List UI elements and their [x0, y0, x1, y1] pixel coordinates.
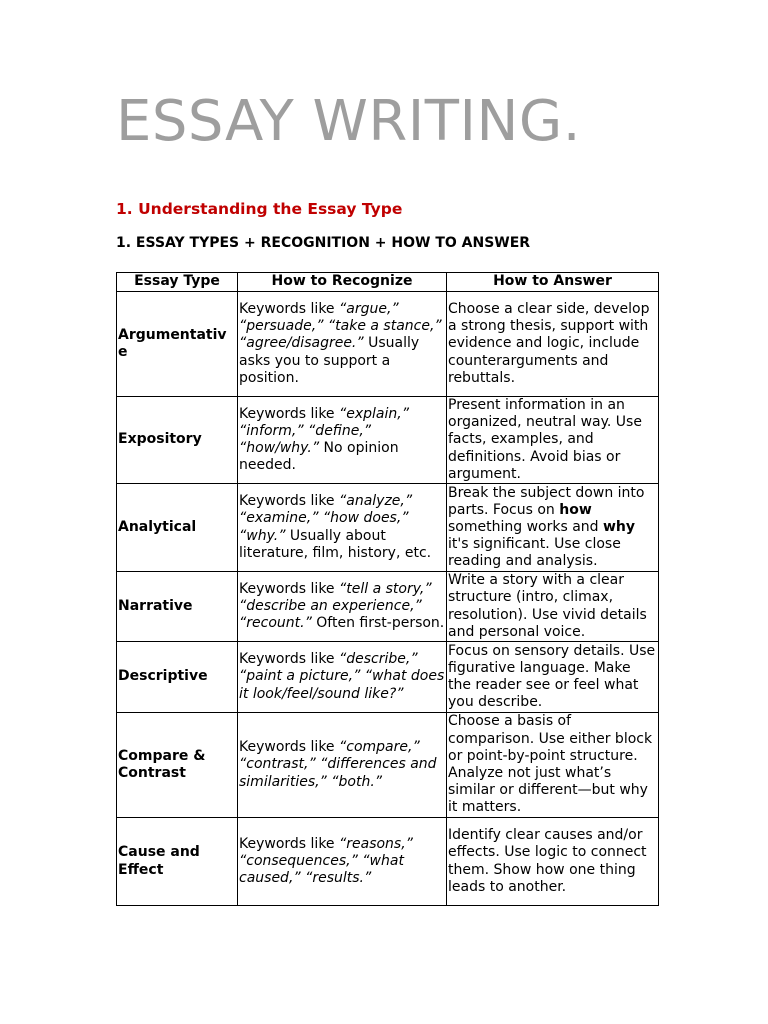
answer-text: it's significant. Use close reading and analysis. — [448, 536, 621, 570]
answer-text: Choose a clear side, develop a strong thesis, support with evidence and logic, include counterarguments and rebuttals. — [448, 300, 650, 386]
table-header-row — [117, 273, 659, 292]
recognize-keywords: “compare,” “contrast,” “differences and similarities,” “both.” — [239, 739, 437, 790]
table-row — [117, 397, 659, 484]
recognize-keywords: “reasons,” “consequences,” “what caused,” “results.” — [239, 835, 413, 887]
essay-type-cell: Compare & Contrast — [117, 713, 238, 818]
how-to-recognize-cell — [238, 818, 447, 906]
recognize-keywords: “analyze,” “examine,” “how does,” “why.” — [239, 493, 413, 544]
recognize-prefix: Keywords like — [239, 580, 339, 597]
header-essay-type: Essay Type — [117, 273, 238, 292]
answer-emphasis: why — [602, 518, 636, 535]
how-to-answer-cell — [447, 484, 659, 572]
answer-emphasis: how — [559, 501, 592, 518]
essay-type-cell: Analytical — [117, 484, 238, 572]
answer-text: Present information in an organized, neutral way. Use facts, examples, and definitions. Avoid bias or argument. — [448, 397, 642, 482]
essay-type-cell: Descriptive — [117, 642, 238, 713]
how-to-answer-cell — [447, 713, 659, 818]
how-to-answer-cell — [447, 397, 659, 484]
header-how-to-answer: How to Answer — [447, 273, 659, 292]
table-body — [117, 292, 659, 906]
recognize-suffix: Usually asks you to support a position. — [239, 335, 420, 386]
how-to-recognize-cell — [238, 397, 447, 484]
recognize-prefix: Keywords like — [239, 405, 339, 422]
recognize-keywords: “describe,” “paint a picture,” “what does it look/feel/sound like?” — [239, 651, 445, 702]
how-to-answer-cell — [447, 572, 659, 642]
recognize-suffix: No opinion needed. — [239, 440, 399, 474]
answer-text: Identify clear causes and/or effects. Use logic to connect them. Show how one thing leads to another. — [448, 827, 647, 895]
essay-types-table — [116, 272, 659, 906]
how-to-recognize-cell — [238, 642, 447, 713]
sub-heading: 1. ESSAY TYPES + RECOGNITION + HOW TO ANSWER — [116, 235, 531, 251]
recognize-suffix: Often first-person. — [311, 615, 445, 632]
recognize-prefix: Keywords like — [239, 300, 339, 317]
recognize-keywords: “argue,” “persuade,” “take a stance,” “agree/disagree.” — [239, 300, 442, 352]
document-page — [116, 84, 661, 895]
table-row — [117, 484, 659, 572]
table-row — [117, 818, 659, 906]
essay-type-cell: Narrative — [117, 572, 238, 642]
answer-text: Write a story with a clear structure (intro, climax, resolution). Use vivid details and personal voice. — [448, 572, 647, 640]
how-to-recognize-cell — [238, 484, 447, 572]
table-row — [117, 572, 659, 642]
essay-type-cell: Argumentative — [117, 292, 238, 397]
recognize-suffix: Usually about literature, film, history, etc. — [239, 527, 432, 561]
how-to-recognize-cell — [238, 572, 447, 642]
how-to-answer-cell — [447, 642, 659, 713]
document-title: ESSAY WRITING. — [116, 89, 582, 154]
recognize-prefix: Keywords like — [239, 835, 339, 852]
answer-text: something works and — [448, 518, 603, 535]
section-heading: 1. Understanding the Essay Type — [116, 200, 403, 218]
answer-text: Focus on sensory details. Use figurative language. Make the reader see or feel what you describe. — [448, 642, 656, 711]
header-how-to-recognize: How to Recognize — [238, 273, 447, 292]
recognize-prefix: Keywords like — [239, 493, 339, 510]
how-to-recognize-cell — [238, 292, 447, 397]
how-to-answer-cell — [447, 818, 659, 906]
recognize-prefix: Keywords like — [239, 651, 339, 668]
answer-text: Choose a basis of comparison. Use either block or point-by-point structure. Analyze not just what’s similar or different—but why it matters. — [448, 713, 653, 816]
how-to-answer-cell — [447, 292, 659, 397]
essay-type-cell: Expository — [117, 397, 238, 484]
answer-text: Break the subject down into parts. Focus on — [448, 484, 645, 518]
table-row — [117, 713, 659, 818]
table-row — [117, 292, 659, 397]
essay-type-cell: Cause and Effect — [117, 818, 238, 906]
recognize-keywords: “tell a story,” “describe an experience,” “recount.” — [239, 580, 432, 632]
recognize-prefix: Keywords like — [239, 739, 339, 756]
how-to-recognize-cell — [238, 713, 447, 818]
table-row — [117, 642, 659, 713]
recognize-keywords: “explain,” “inform,” “define,” “how/why.” — [239, 405, 409, 456]
